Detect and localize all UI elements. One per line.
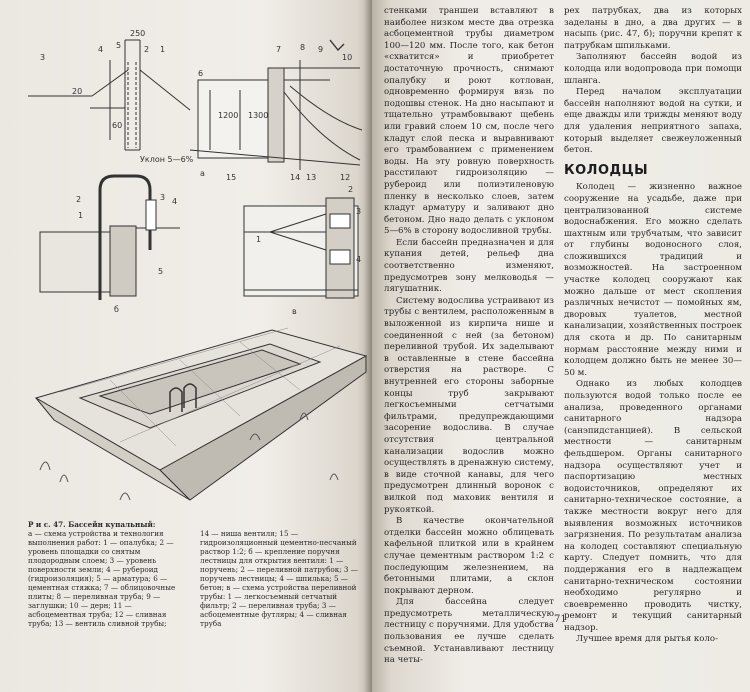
paragraph: Систему водослива устраивают из трубы с вентилем, расположенным в выложенной из кирпича нише и соединенной с ней (за бетоном) переливной трубой. Их заделывают в оставленные в стене бассейна отверстия на растворе. С внутренней его стороны заборные концы труб закрывают легкосъемными сетчатыми фильтрами, предупреждающими засорение водослива. В случае отсутствия центральной канализации водослив можно осуществлять в дренажную систему, в виде сточной канавы, для чего предусмотрен длинный воронок с вилкой под маховик вентиля и рукояткой. (384, 295, 554, 515)
label-10: 10 (342, 53, 353, 62)
section-title: КОЛОДЦЫ (564, 162, 649, 178)
label-a: а (200, 169, 205, 178)
paragraph: В качестве окончательной отделки бассейн можно облицевать кафельной плиткой или в крайнем случае цементным раствором 1:2 с последующим железнением, на бетонными плитами, а склон покрывают дерном. (384, 516, 554, 596)
label-b-5: 5 (158, 267, 164, 276)
figure-caption (28, 520, 364, 628)
label-1200: 1200 (218, 111, 239, 120)
label-60: 60 (112, 121, 123, 130)
label-5: 5 (116, 41, 122, 50)
text-column-1 (384, 6, 554, 667)
label-250: 250 (130, 29, 146, 38)
caption-heading: Р и с. 47. Бассейн купальный: (28, 520, 156, 529)
label-9: 9 (318, 45, 324, 54)
label-4: 4 (98, 45, 104, 54)
label-v-2: 2 (348, 185, 354, 194)
label-v-3: 3 (356, 207, 362, 216)
paragraph: Однако из любых колодцев пользуются водой только после ее анализа, проведенного органами санитарного надзора (санэпидстанцией). В сельской местности — санитарным фельдшером. Органы санитарного надзора осуществляют учет и паспортизацию местных водоисточников, определяют их санитарно-техническое состояние, а также местности вокруг него для выявления возможных источников загрязнения. По результатам анализа на колодец составляют специальную карту. Следует помнить, что для поддержания его в надлежащем санитарно-техническом состоянии необходимо регулярно и своевременно проводить чистку, ремонт и текущий санитарный надзор. (564, 379, 742, 633)
label-6: 6 (198, 69, 204, 78)
paragraph: Перед началом эксплуатации бассейн наполняют водой на сутки, и еще дважды или трижды меняют воду для удаления неприятного запаха, который выделяет свежеуложенный бетон. (564, 87, 742, 156)
label-b-2: 2 (76, 195, 82, 204)
label-20: 20 (72, 87, 83, 96)
label-1: 1 (160, 45, 166, 54)
label-7: 7 (276, 45, 282, 54)
text-column-2 (564, 6, 742, 646)
page-number: 71 (554, 614, 567, 625)
label-v-4: 4 (356, 255, 362, 264)
label-14: 14 (290, 173, 301, 182)
pool-perspective (36, 328, 366, 500)
label-1300: 1300 (248, 111, 269, 120)
label-v-1: 1 (256, 235, 262, 244)
paragraph: Колодец — жизненно важное сооружение на усадьбе, даже при централизованной системе водоснабжения. Его можно сделать шахтным или трубчатым, что зависит от глубины водоносного слоя, сложившихся традиций и возможностей. На застроенном участке колодец сооружают как можно дальше от мест скопления различных нечистот — помойных ям, дворовых туалетов, местной канализации, хозяйственных построек для скота и др. По санитарным нормам расстояние между ними и колодцем должно быть не менее 30—50 м. (564, 182, 742, 378)
label-12: 12 (340, 173, 351, 182)
slope-label: Уклон 5—6% (140, 155, 194, 164)
label-b-1: 1 (78, 211, 84, 220)
drawing-a-pool-section (190, 40, 362, 170)
drawing-b-ladder (40, 176, 180, 300)
right-page (372, 0, 750, 692)
label-v: в (292, 307, 297, 316)
drawing-a-section (28, 40, 190, 150)
label-b-4: 4 (172, 197, 178, 206)
label-3: 3 (40, 53, 46, 62)
paragraph: Если бассейн предназначен и для купания детей, рельеф дна соответственно изменяют, предусмотрев зону мелководья — лягушатник. (384, 237, 554, 295)
label-b-3: 3 (160, 193, 166, 202)
label-15: 15 (226, 173, 237, 182)
paragraph: стенками траншеи вставляют в наиболее низком месте два отрезка асбоцементной трубы диаметром 100—120 мм. После того, как бетон «схватится» и приобретет достаточную прочность, снимают опалубку и роют котлован, одновременно формируя вязь по подошвы стенок. На дно насыпают и тщательно утрамбовывают щебень или гравий слоем 10 см, после чего кладут слой песка и выравнивают его трамбованием с применением воды. На эту ровную поверхность расстилают гидроизоляцию — рубероид или полиэтиленовую пленку в несколько слоев, затем кладут арматуру и заливают дно бетоном. Дно надо делать с уклоном 5—6% в сторону водосливной трубы. (384, 6, 554, 237)
label-13: 13 (306, 173, 317, 182)
drawing-v-overflow (244, 198, 358, 298)
caption-col-2: 14 — ниша вентиля; 15 — гидроизоляционный цементно-песчаный раствор 1:2; б — крепление поручня лестницы для открытия вентиля: 1 — поручень; 2 — переливной патрубок; 3 — поручень лестницы; 4 — шпилька; 5 — бетон; в — схема устройства переливной трубы: 1 — легкосъемный сетчатый фильтр; 2 — переливная труба; 3 — асбоцементные футляры; 4 — сливная труба (200, 529, 358, 628)
paragraph: рех патрубках, два из которых заделаны в дно, а два других — в насыпь (рис. 47, б); поручни крепят к патрубкам шпильками. (564, 6, 742, 51)
paragraph: Заполняют бассейн водой из колодца или водопровода при помощи шланга. (564, 52, 742, 86)
paragraph: Для бассейна следует предусмотреть металлическую лестницу с поручнями. Для удобства пользования ее лучше сделать съемной. Устанавливают лестницу на четы- (384, 597, 554, 666)
paragraph: Лучшее время для рытья коло- (576, 634, 718, 645)
pool-figure (0, 0, 372, 520)
label-8: 8 (300, 43, 306, 52)
left-page (0, 0, 372, 692)
label-b: б (114, 305, 119, 314)
label-2: 2 (144, 45, 150, 54)
caption-col-1: а — схема устройства и технология выполнения работ: 1 — опалубка; 2 — уровень площадки со снятым плодородным слоем; 3 — уровень поверхности земли; 4 — рубероид (гидроизоляция); 5 — арматура; 6 — цементная стяжка; 7 — облицовочные плиты; 8 — переливная труба; 9 — заглушки; 10 — дерн; 11 — асбоцементная труба; 12 — сливная труба; 13 — вентиль сливной трубы; (28, 529, 176, 628)
